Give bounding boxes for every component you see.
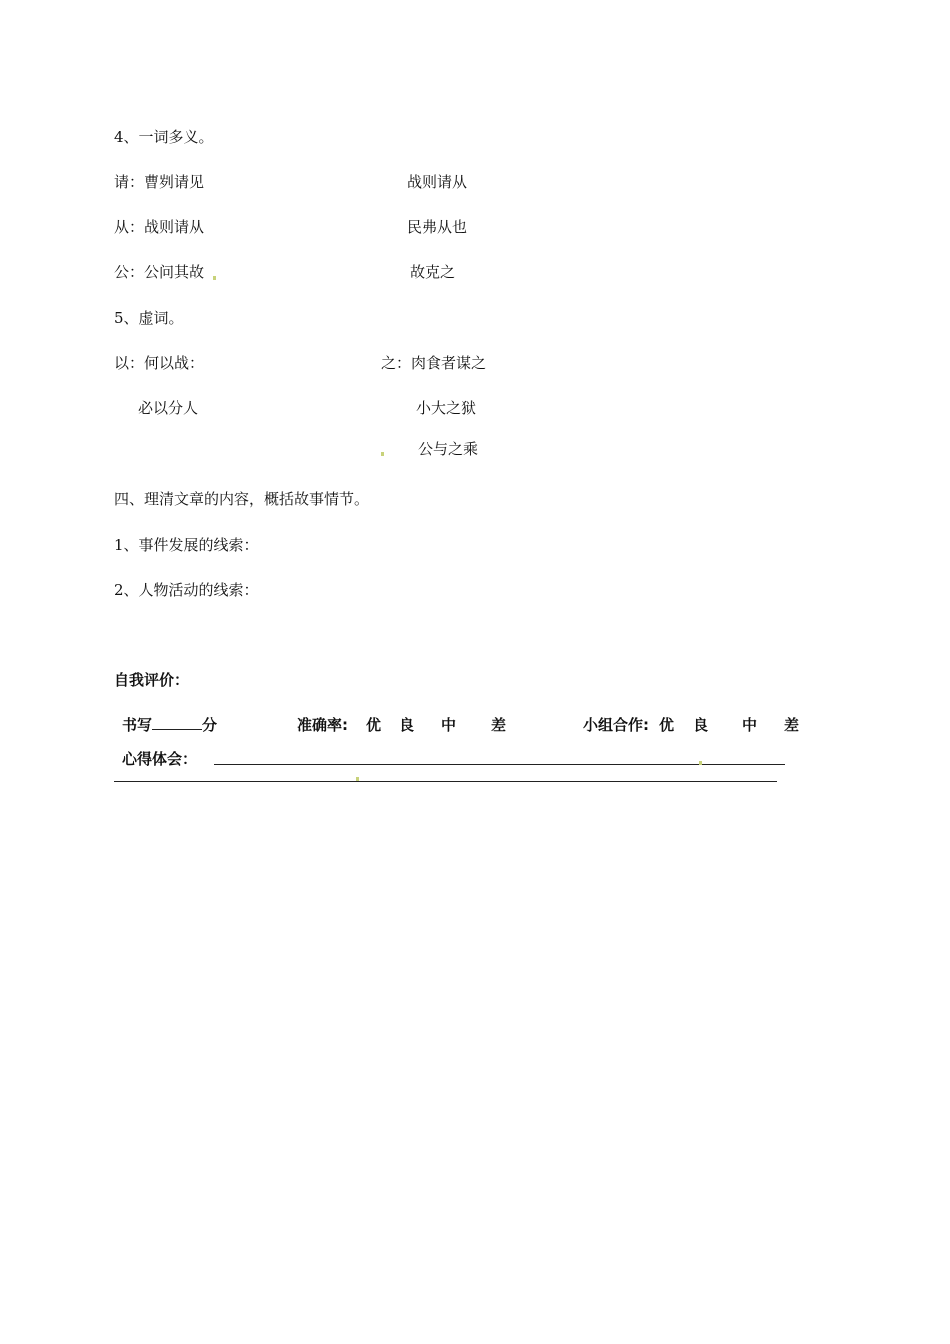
function-word-zhi-example-2: 小大之狱 [416,399,477,417]
function-word-zhi: 之：肉食者谋之 [381,354,487,372]
polysemy-gong-right: 故克之 [410,263,456,281]
group-option-fair[interactable]: 中 [742,716,758,734]
function-word-zhi-example-3: 公与之乘 [418,440,479,458]
function-word-yi-example: 必以分人 [138,399,199,417]
polysemy-cong-right: 民弗从也 [407,218,468,236]
accuracy-option-good[interactable]: 良 [399,716,415,734]
group-work-label: 小组合作: [583,716,649,734]
polysemy-cong-left: 从：战则请从 [114,218,205,236]
group-option-excellent[interactable]: 优 [659,716,675,734]
section4-heading: 4、一词多义。 [114,128,214,146]
reflection-line-2[interactable] [114,781,777,782]
writing-unit: 分 [202,716,218,734]
function-word-yi: 以：何以战： [114,354,205,372]
polysemy-qing-right: 战则请从 [407,173,468,191]
reflection-label: 心得体会： [122,750,198,768]
group-option-poor[interactable]: 差 [784,716,800,734]
character-clue-question: 2、人物活动的线索： [114,581,259,599]
polysemy-qing-left: 请：曹刿请见 [114,173,205,191]
marker-dot [699,761,702,765]
self-evaluation-title: 自我评价： [114,671,190,689]
plot-clue-question: 1、事件发展的线索： [114,536,259,554]
polysemy-gong-left: 公：公问其故 [114,263,205,281]
accuracy-label: 准确率: [297,716,348,734]
accuracy-option-poor[interactable]: 差 [491,716,507,734]
part4-heading: 四、理清文章的内容，概括故事情节。 [114,490,370,508]
marker-dot [356,777,359,781]
marker-dot [381,452,384,456]
group-option-good[interactable]: 良 [693,716,709,734]
accuracy-option-excellent[interactable]: 优 [366,716,382,734]
marker-dot [213,276,216,280]
writing-label: 书写 [122,716,153,734]
writing-score [122,715,217,735]
accuracy-option-fair[interactable]: 中 [441,716,457,734]
section5-heading: 5、虚词。 [114,309,184,327]
writing-score-blank[interactable] [152,715,202,730]
